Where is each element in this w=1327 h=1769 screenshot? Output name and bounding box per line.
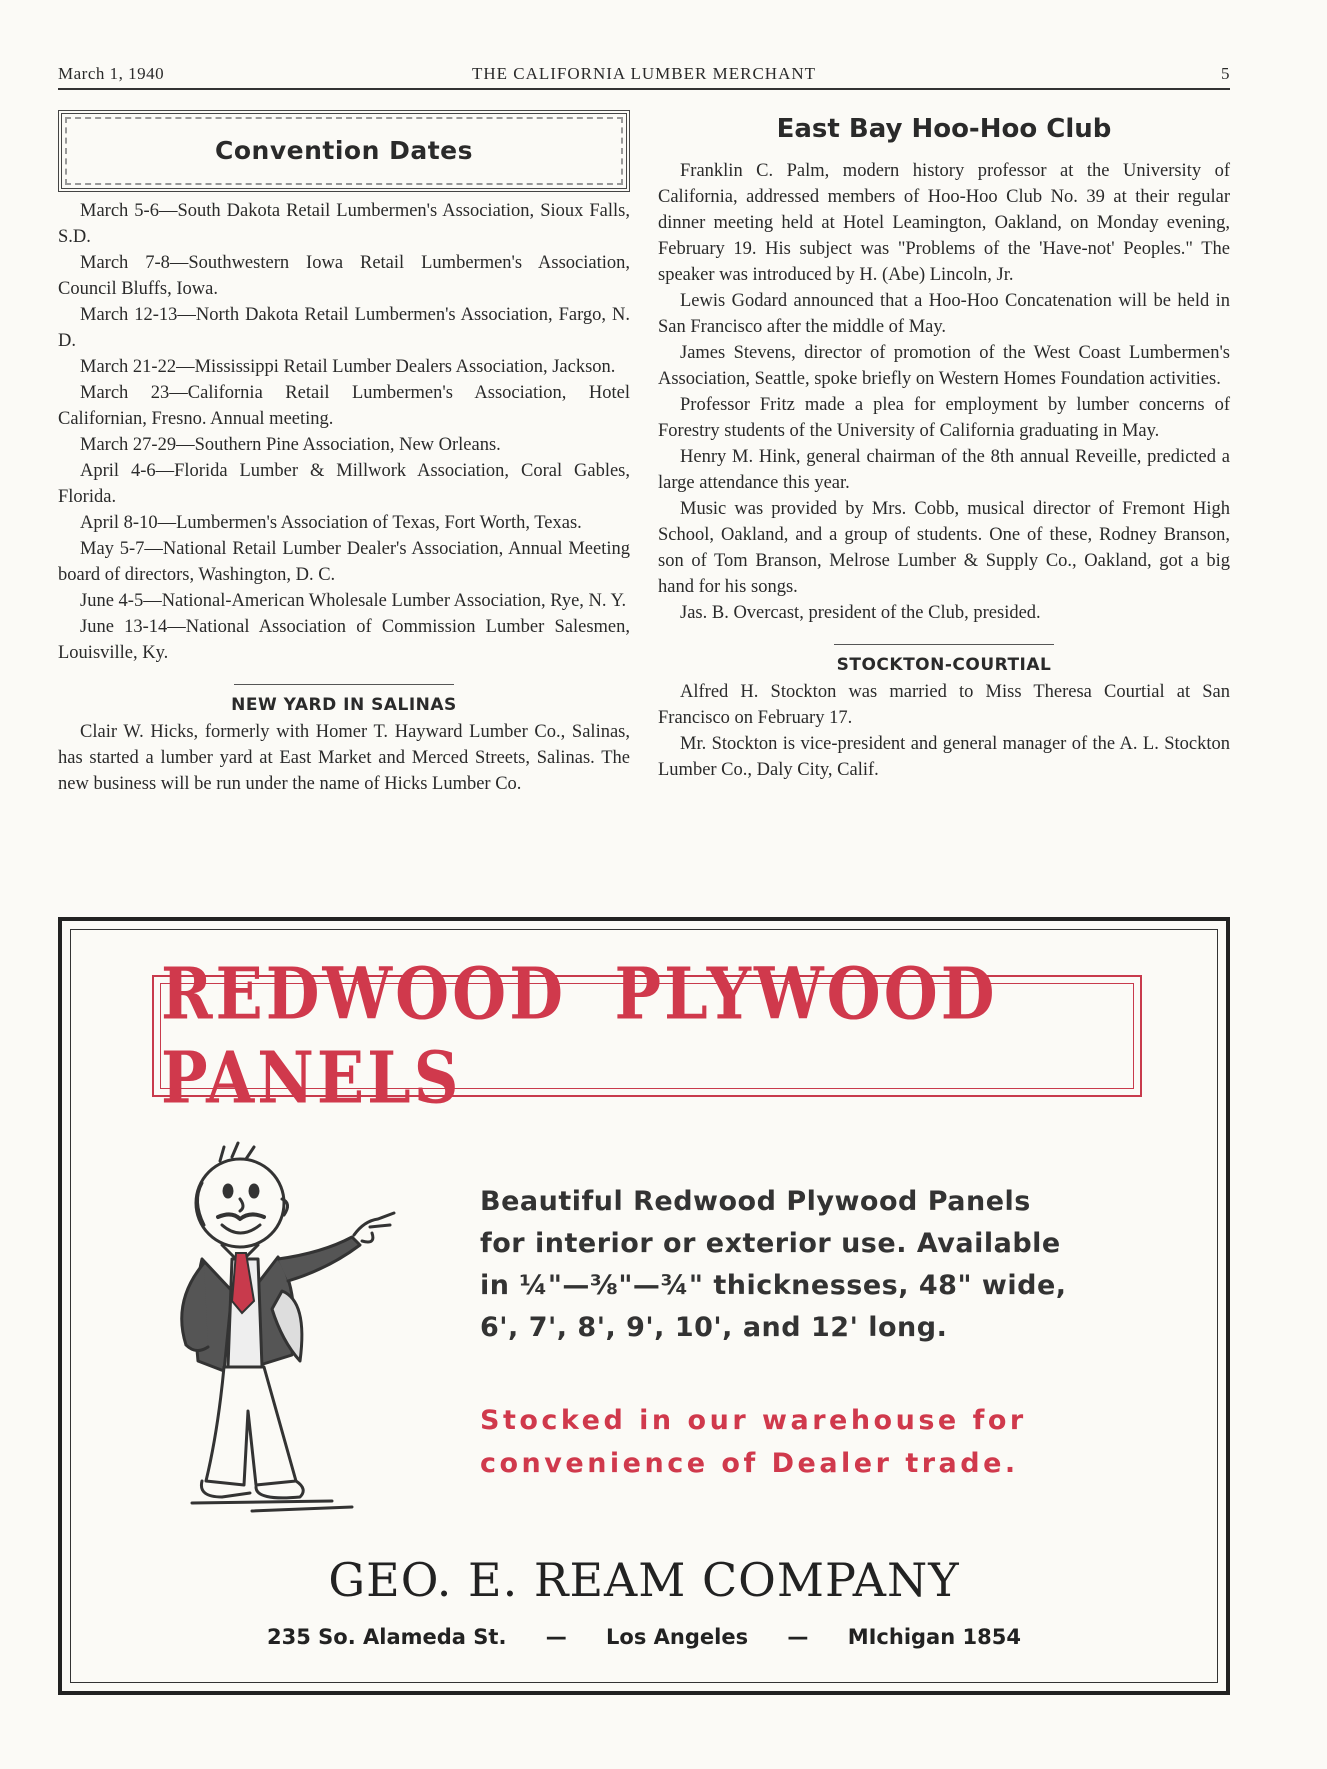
convention-entry: March 27-29—Southern Pine Association, New Orleans.: [80, 435, 501, 455]
hoohoo-paragraph: Franklin C. Palm, modern history professor at the University of California, addressed members of Hoo-Hoo Club No. 39 at their regular dinner meeting held at Hotel Leamington, Oakland, on Monday evening, February 19. His subject was "Problems of the 'Have-not' Peoples." The speaker was introduced by H. (Abe) Lincoln, Jr.: [658, 161, 1230, 285]
city: Los Angeles: [606, 1625, 749, 1649]
new-yard-heading: NEW YARD IN SALINAS: [231, 695, 457, 715]
ad-copy-line: 6', 7', 8', 9', 10', and 12' long.: [480, 1312, 948, 1343]
publication-title: THE CALIFORNIA LUMBER MERCHANT: [471, 64, 817, 83]
right-column: [658, 110, 1230, 783]
hoohoo-paragraph: James Stevens, director of promotion of the West Coast Lumbermen's Association, Seattle, spoke briefly on Western Homes Foundation activities.: [658, 343, 1230, 389]
convention-entry: April 8-10—Lumbermen's Association of Texas, Fort Worth, Texas.: [80, 513, 582, 533]
hoohoo-paragraph: Lewis Godard announced that a Hoo-Hoo Concatenation will be held in San Francisco after the middle of May.: [658, 291, 1230, 337]
ad-copy: [480, 1181, 1180, 1349]
left-column: [58, 110, 630, 797]
ad-copy-line: in ¼"—⅜"—¾" thicknesses, 48" wide,: [480, 1270, 1067, 1301]
stockton-heading: STOCKTON-COURTIAL: [836, 655, 1052, 675]
hoohoo-paragraph: Music was provided by Mrs. Cobb, musical director of Fremont High School, Oakland, and a group of students. One of these, Rodney Branson, son of Tom Branson, Melrose Lumber & Supply Co., Oakland, got a big hand for his songs.: [658, 499, 1230, 597]
new-yard-text: Clair W. Hicks, formerly with Homer T. Hayward Lumber Co., Salinas, has started a lumber yard at East Market and Merced Streets, Salinas. The new business will be run under the name of Hicks Lumber Co.: [58, 722, 630, 794]
convention-entry: March 7-8—Southwestern Iowa Retail Lumbermen's Association, Council Bluffs, Iowa.: [58, 253, 630, 299]
convention-entry: March 21-22—Mississippi Retail Lumber Dealers Association, Jackson.: [80, 357, 616, 377]
ad-stock-notice: [480, 1399, 1180, 1485]
ad-red-line: convenience of Dealer trade.: [480, 1448, 1019, 1479]
company-address: [62, 1625, 1226, 1649]
convention-list: [58, 198, 630, 666]
ad-red-line: Stocked in our warehouse for: [480, 1405, 1027, 1436]
ad-copy-line: for interior or exterior use. Available: [480, 1228, 1061, 1259]
ad-copy-line: Beautiful Redwood Plywood Panels: [480, 1186, 1031, 1217]
convention-entry: March 5-6—South Dakota Retail Lumbermen's Association, Sioux Falls, S.D.: [58, 201, 630, 247]
issue-date: March 1, 1940: [58, 64, 165, 83]
convention-entry: April 4-6—Florida Lumber & Millwork Association, Coral Gables, Florida.: [58, 461, 630, 507]
section-divider: [234, 684, 454, 685]
convention-entry: March 12-13—North Dakota Retail Lumbermen's Association, Fargo, N. D.: [58, 305, 630, 351]
address-separator: —: [787, 1625, 809, 1649]
convention-entry: June 13-14—National Association of Commission Lumber Salesmen, Louisville, Ky.: [58, 617, 630, 663]
convention-entry: June 4-5—National-American Wholesale Lumber Association, Rye, N. Y.: [80, 591, 627, 611]
hoohoo-paragraph: Henry M. Hink, general chairman of the 8th annual Reveille, predicted a large attendance this year.: [658, 447, 1230, 493]
convention-entry: May 5-7—National Retail Lumber Dealer's Association, Annual Meeting board of directors, Washington, D. C.: [58, 539, 630, 585]
page-header: [58, 62, 1230, 90]
hoohoo-paragraph: Jas. B. Overcast, president of the Club, presided.: [680, 603, 1041, 623]
street-address: 235 So. Alameda St.: [267, 1625, 507, 1649]
convention-title: Convention Dates: [215, 136, 473, 165]
hoohoo-paragraph: Professor Fritz made a plea for employment by lumber concerns of Forestry students of the University of California graduating in May.: [658, 395, 1230, 441]
company-name: GEO. E. REAM COMPANY: [328, 1553, 960, 1607]
convention-dates-box: [58, 110, 630, 192]
ad-banner: [152, 952, 1142, 1120]
page-number: 5: [1221, 64, 1230, 83]
address-separator: —: [545, 1625, 567, 1649]
section-divider: [834, 644, 1054, 645]
hoohoo-heading: East Bay Hoo-Hoo Club: [776, 114, 1112, 144]
ad-banner-inner: [160, 952, 1134, 1120]
stockton-paragraph: Mr. Stockton is vice-president and general manager of the A. L. Stockton Lumber Co., Daly City, Calif.: [658, 734, 1230, 780]
stockton-paragraph: Alfred H. Stockton was married to Miss Theresa Courtial at San Francisco on February 17.: [658, 682, 1230, 728]
phone-number: MIchigan 1854: [847, 1625, 1021, 1649]
convention-entry: March 23—California Retail Lumbermen's Association, Hotel Californian, Fresno. Annual meeting.: [58, 383, 630, 429]
advertisement: [58, 917, 1230, 1695]
ad-banner-text: REDWOOD PLYWOOD PANELS: [161, 952, 998, 1120]
cartoon-lumberman-icon: [132, 1141, 452, 1521]
